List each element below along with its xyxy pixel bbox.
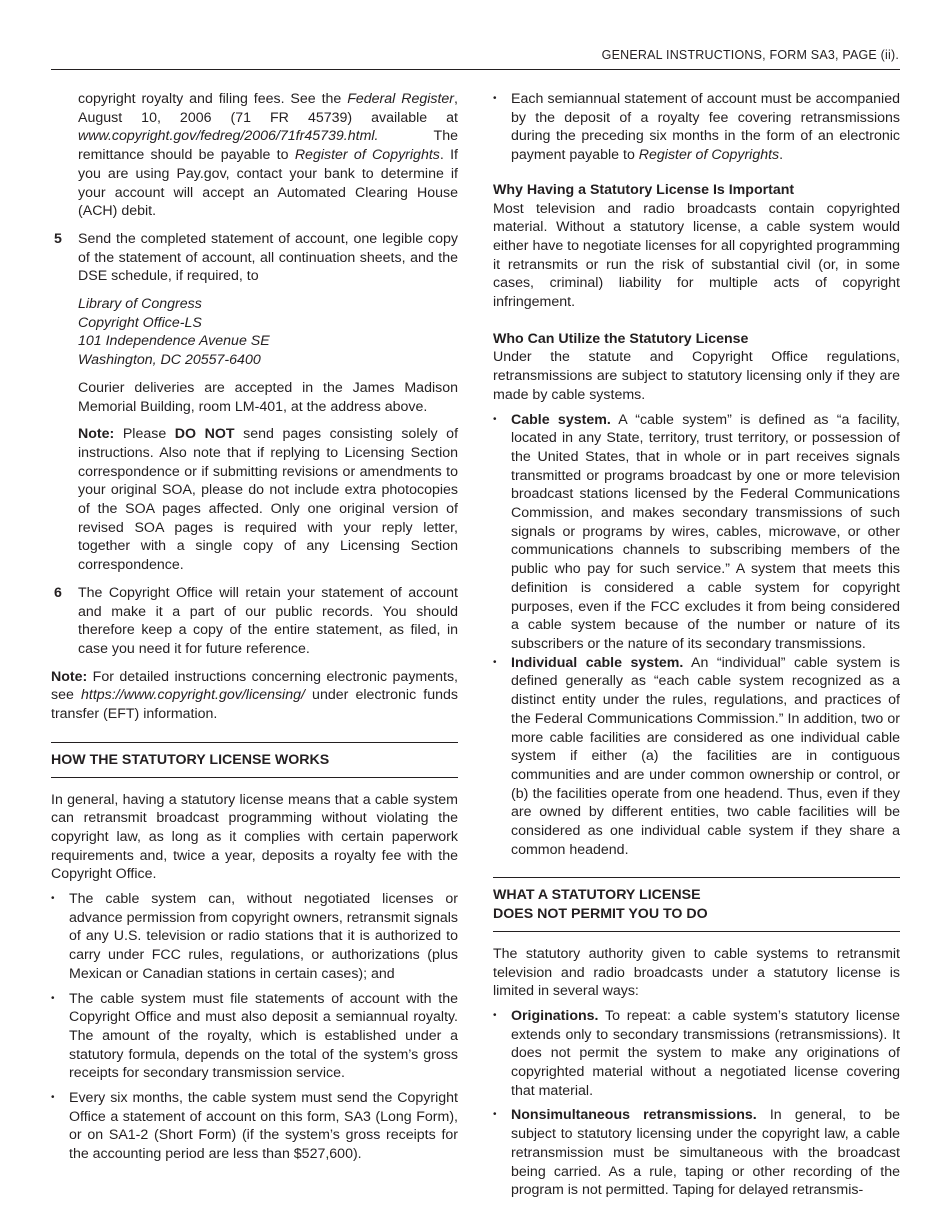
list-item xyxy=(51,890,458,984)
list-item xyxy=(493,90,900,165)
federal-register-ref: Federal Register xyxy=(347,91,455,107)
list-item-text xyxy=(511,90,900,165)
instruction-item-5 xyxy=(51,230,458,575)
subheading: Who Can Utilize the Statutory License xyxy=(493,330,749,347)
term-label: Nonsimultaneous retransmissions. xyxy=(511,1107,757,1124)
item-number: 5 xyxy=(54,230,62,247)
payee-name: Register of Copyrights xyxy=(294,147,440,164)
courier-note: Courier deliveries are accepted in the James Madison Memorial Building, room LM-401, at the address above. xyxy=(78,379,458,415)
list-item-text: The cable system can, without negotiated licenses or advance permission from copyright owners, retransmit signals of any U.S. television or radio stations that it is authorized to carry under FCC rules, regulations, or authorizations (plus Mexican or Canadian stations in certain cases); and xyxy=(69,891,458,982)
bullet-marker: • xyxy=(493,1109,497,1121)
address-line: Washington, DC 20557-6400 xyxy=(78,352,261,369)
text-run: A “cable system” is defined as “a facility, located in any State, territory, trust territory, or possession of the United States, that in whole or in part receives signals transmitted or programs broadcast by one or more television broadcast stations licensed by the Federal Communications Commission, and makes secondary transmissions of such signals or programs by wires, cables, microwave, or other communications channels to subscribing members of the public who pay for such service.” A system that meets this definition is considered a cable system for copyright purposes, even if the FCC excludes it from being considered a cable system because of the number or nature of its subscribers or the nature of its secondary transmissions. xyxy=(511,411,900,652)
licensing-link[interactable]: https://www.copyright.gov/licensing/ xyxy=(80,687,305,704)
address-line: Library of Congress xyxy=(78,296,202,313)
intro-paragraph xyxy=(51,90,458,221)
term-label: Individual cable system. xyxy=(511,654,684,671)
section-heading xyxy=(493,877,900,931)
mailing-address xyxy=(78,295,458,370)
address-line: 101 Independence Avenue SE xyxy=(78,333,270,350)
eft-note xyxy=(51,668,458,724)
list-item xyxy=(51,1089,458,1164)
text-run: The remittance should be payable to xyxy=(78,128,458,164)
list-item-text xyxy=(511,1007,900,1101)
instruction-item-6 xyxy=(51,584,458,659)
list-item xyxy=(493,654,900,860)
item-5-text: Send the completed statement of account, one legible copy of the statement of account, all continuation sheets, and the DSE schedule, if required, to xyxy=(78,230,458,285)
text-run: . If you are using Pay.gov, contact your bank to determine if your account will accept an Automated Clearing House (ACH) debit. xyxy=(78,147,458,220)
list-item-text xyxy=(511,1106,900,1200)
list-item-text: Every six months, the cable system must send the Copyright Office a statement of account on this form, SA3 (Long Form), or on SA1-2 (Short Form) (if the system’s gross receipts for the accounting period are less than $527,600). xyxy=(69,1090,458,1163)
address-line: Copyright Office-LS xyxy=(78,314,202,331)
bullet-marker: • xyxy=(493,93,497,104)
section-heading: HOW THE STATUTORY LICENSE WORKS xyxy=(51,742,458,778)
section-heading-line: DOES NOT PERMIT YOU TO DO xyxy=(493,906,708,923)
bullet-marker: • xyxy=(51,1092,55,1104)
list-item-text xyxy=(511,654,900,860)
header-divider xyxy=(51,69,900,70)
text-run: In general, to be subject to statutory licensing under the copyright law, a cable retransmission must be simultaneous with the broadcast being carried. As a rule, taping or other recording of the program is not permitted. Taping for delayed retransmis- xyxy=(511,1107,900,1199)
list-item xyxy=(493,1007,900,1101)
text-run: To repeat: a cable system’s statutory license extends only to secondary transmissions (retransmissions). It does not permit the system to make any originations of copyrighted material without a negotiated license covering that material. xyxy=(511,1007,900,1099)
bullet-marker: • xyxy=(493,413,497,425)
item-6-text: The Copyright Office will retain your statement of account and make it a part of our public records. You should therefore keep a copy of the entire statement, as filed, in case you need it for future reference. xyxy=(78,584,458,657)
page-header: GENERAL INSTRUCTIONS, FORM SA3, PAGE (ii). xyxy=(601,48,899,62)
section-intro: The statutory authority given to cable systems to retransmit television and radio broadcasts under a statutory license is limited in several ways: xyxy=(493,945,900,1000)
bullet-marker: • xyxy=(493,656,497,668)
bullet-marker: • xyxy=(493,1009,497,1021)
do-not-send-note xyxy=(78,425,458,575)
note-label: Note: xyxy=(78,426,115,443)
list-item xyxy=(493,411,900,654)
list-item xyxy=(493,1106,900,1200)
payee-name: Register of Copyrights xyxy=(638,147,780,164)
term-label: Cable system. xyxy=(511,411,611,428)
text-run: . xyxy=(779,147,784,164)
right-column xyxy=(493,90,900,1200)
fedreg-link[interactable]: www.copyright.gov/fedreg/2006/71fr45739.html. xyxy=(78,128,379,145)
text-run: under electronic funds transfer (EFT) information. xyxy=(51,687,458,723)
section-intro: In general, having a statutory license means that a cable system can retransmit broadcast programming without violating the copyright law, as long as it complies with certain paperwork requirements and, twice a year, deposits a royalty fee with the Copyright Office. xyxy=(51,791,458,883)
term-label: Originations. xyxy=(511,1007,599,1024)
who-paragraph: Under the statute and Copyright Office regulations, retransmissions are subject to statutory licensing only if they are made by cable systems. xyxy=(493,349,900,403)
bullet-marker: • xyxy=(51,992,55,1004)
list-item xyxy=(51,990,458,1084)
text-run: Please xyxy=(114,426,175,443)
text-run: For detailed instructions concerning electronic payments, see xyxy=(51,668,458,704)
section-heading-line: WHAT A STATUTORY LICENSE xyxy=(493,887,701,904)
text-run: Each semiannual statement of account must be accompanied by the deposit of a royalty fee covering retransmissions during the preceding six months in the form of an electronic payment payable to xyxy=(511,91,900,164)
list-item-text: The cable system must file statements of account with the Copyright Office and must also deposit a semiannual royalty. The amount of the royalty, which is established under a statutory formula, depends on the total of the system’s gross receipts for secondary transmission service. xyxy=(69,990,458,1082)
subheading: Why Having a Statutory License Is Important xyxy=(493,181,795,198)
left-column xyxy=(51,90,458,1164)
text-run: , August 10, 2006 (71 FR 45739) available at xyxy=(78,91,458,126)
emphasis: DO NOT xyxy=(174,426,235,443)
text-run: An “individual” cable system is defined generally as “each cable system recognized as a distinct entity under the rules, regulations, and practices of the Federal Communications Commission.” In addition, two or more cable facilities are considered as one individual cable system if either (a) the facilities are in contiguous communities and are under common ownership or control, or (b) the facilities operate from one headend. Thus, even if they are owned by different entities, two cable facilities will be considered as one individual cable system if they share a common headend. xyxy=(511,654,901,858)
text-run: copyright royalty and filing fees. See the xyxy=(78,91,348,107)
bullet-marker: • xyxy=(51,893,55,905)
text-run: send pages consisting solely of instructions. Also note that if replying to Licensing Section correspondence or if submitting revisions or amendments to your original SOA, please do not include extra photocopies of the SOA pages affected. Only one original version of revised SOA pages is required with your reply letter, together with a single copy of any Licensing Section correspondence. xyxy=(78,426,459,574)
why-paragraph: Most television and radio broadcasts contain copyrighted material. Without a statutory license, a cable system would either have to negotiate licenses for all copyrighted programming it retransmits or run the risk of substantial civil (or, in some cases, criminal) liability for multiple acts of copyright infringement. xyxy=(493,200,900,311)
item-number: 6 xyxy=(54,584,62,601)
note-label: Note: xyxy=(51,668,88,685)
list-item-text xyxy=(511,411,900,654)
